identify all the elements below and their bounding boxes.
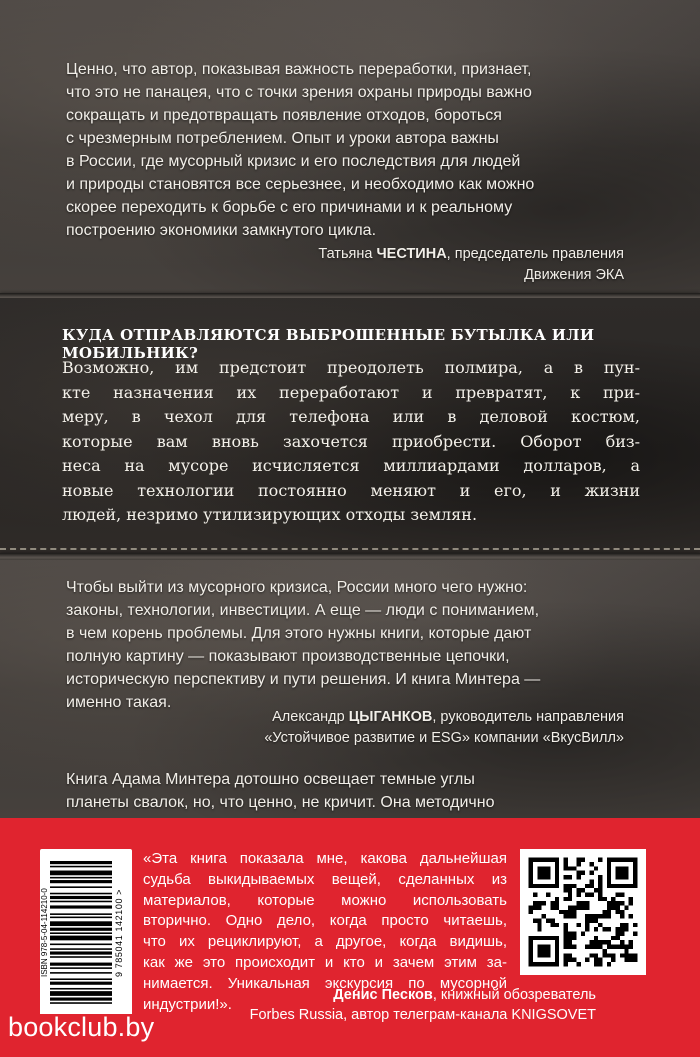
- text-line: с чрезмерным потреблением. Опыт и уроки автора важны: [66, 130, 499, 147]
- text-line: вторично. Одно дело, когда просто читаешь,: [143, 912, 507, 930]
- text-line: именно такая.: [66, 694, 172, 711]
- author-org: Движения ЭКА: [524, 267, 624, 283]
- text-line: судьба выкидываемых вещей, сделанных из: [143, 870, 507, 888]
- text-line: полную картину — показывают производственные цепочки,: [66, 648, 510, 665]
- text-line: что их рециклируют, а другое, когда видишь,: [143, 933, 507, 951]
- review-text-chestina: [66, 58, 636, 242]
- text-line: «Эта книга показала мне, какова дальнейшая: [143, 850, 507, 867]
- attribution-name-line: [104, 707, 624, 728]
- synopsis-panel: [0, 298, 700, 560]
- review-panel-top: [0, 0, 700, 298]
- author-role: , книжный обозреватель: [432, 987, 596, 1003]
- text-line: Книга Адама Минтера дотошно освещает темные углы: [66, 771, 475, 788]
- review-text-minter: [66, 768, 636, 814]
- text-line: которые вам вновь захочется приобрести. Оборот биз-: [62, 431, 640, 451]
- text-line: и природы становятся все серьезнее, и необходимо как можно: [66, 176, 535, 193]
- text-line: что это не панацея, что с точки зрения охраны природы важно: [66, 84, 532, 101]
- author-org: Forbes Russia, автор телеграм-канала KNIGSOVET: [249, 1007, 596, 1023]
- text-line: людей, незримо утилизирующих отходы землян.: [62, 505, 478, 524]
- text-line: как же это происходит и кто и зачем этим за-: [143, 953, 507, 971]
- author-first-name: Александр: [272, 709, 349, 725]
- review-text-tsygankov: [66, 576, 636, 714]
- synopsis-text: [62, 356, 640, 528]
- text-line: историческую перспективу и пути решения. И книга Минтера —: [66, 671, 541, 688]
- text-line: скорее переходить к борьбе с его причинами и к реальному: [66, 199, 513, 216]
- text-line: сокращать и предотвращать появление отходов, бороться: [66, 107, 502, 124]
- review-panel-bottom: [0, 560, 700, 818]
- review-attribution-chestina: [104, 244, 624, 286]
- attribution-name-line: [150, 985, 596, 1005]
- text-line: меру, в чехол для телефона или в деловой костюм,: [62, 407, 640, 426]
- quote-attribution-peskov: [150, 985, 596, 1025]
- text-line: Чтобы выйти из мусорного кризиса, России много чего нужно:: [66, 579, 528, 596]
- isbn-barcode: [40, 849, 132, 1017]
- author-last-name: ЧЕСТИНА: [376, 246, 447, 262]
- barcode-bars: [50, 861, 112, 1007]
- author-role: , председатель правления: [446, 246, 624, 262]
- attribution-name-line: [104, 244, 624, 265]
- text-line: материалов, которые можно использовать: [143, 891, 507, 909]
- review-attribution-tsygankov: [104, 707, 624, 749]
- site-watermark: bookclub.by: [8, 1012, 155, 1042]
- author-role: , руководитель направления: [432, 709, 624, 725]
- text-line: построению экономики замкнутого цикла.: [66, 222, 377, 239]
- text-line: в России, где мусорный кризис и его последствия для людей: [66, 153, 521, 170]
- stitch-line: [0, 548, 700, 550]
- text-line: индустрии!».: [143, 995, 232, 1013]
- text-line: новые технологии постоянно меняют и его, и жизни: [62, 480, 640, 500]
- qr-code[interactable]: [520, 849, 646, 975]
- synopsis-heading: КУДА ОТПРАВЛЯЮТСЯ ВЫБРОШЕННЫЕ БУТЫЛКА ИЛИ МОБИЛЬНИК?: [62, 326, 595, 362]
- text-line: кте назначения их переработают и превратят, к при-: [62, 382, 640, 402]
- author-last-name: ЦЫГАНКОВ: [348, 709, 433, 725]
- text-line: нимается. Уникальная экскурсия по мусорной: [143, 974, 507, 992]
- author-first-name: Татьяна: [318, 246, 377, 262]
- isbn-label: ISBN 978-5-04-114210-0: [40, 888, 49, 978]
- text-line: планеты свалок, но, что ценно, не кричит. Она методично: [66, 794, 495, 811]
- author-name: Денис Песков: [333, 987, 433, 1003]
- text-line: законы, технологии, инвестиции. А еще — люди с пониманием,: [66, 602, 540, 619]
- text-line: Возможно, им предстоит преодолеть полмира, а в пун-: [62, 358, 640, 377]
- text-line: в чем корень проблемы. Для этого нужны книги, которые дают: [66, 625, 532, 642]
- text-line: Ценно, что автор, показывая важность переработки, признает,: [66, 61, 532, 78]
- qr-code-pattern: [520, 849, 646, 975]
- author-org: «Устойчивое развитие и ESG» компании «ВкусВилл»: [264, 730, 624, 746]
- isbn-digits: 9 785041 142100 >: [114, 888, 124, 978]
- text-line: неса на мусоре исчисляется миллиардами долларов, а: [62, 456, 640, 475]
